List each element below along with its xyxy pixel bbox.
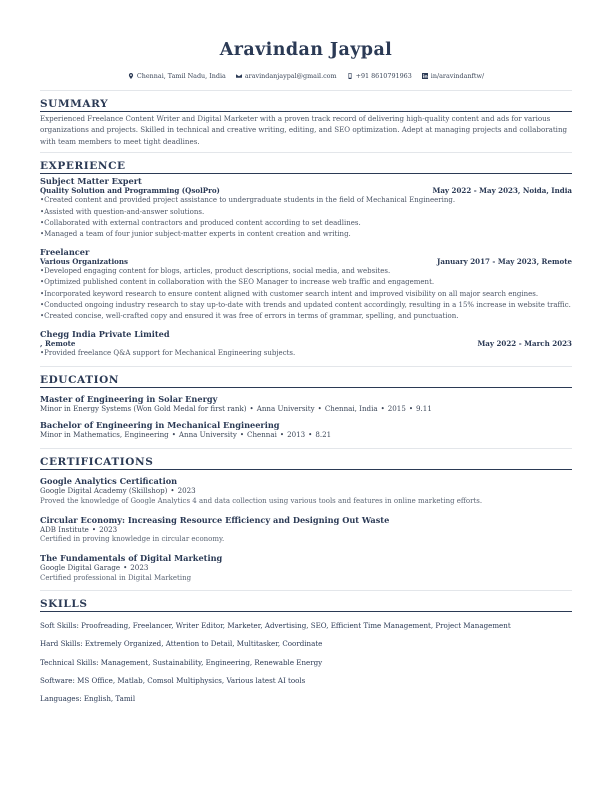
cert-name: Circular Economy: Increasing Resource Efficiency and Designing Out Waste [40, 514, 390, 525]
degree-score: 8.21 [315, 430, 332, 440]
cert-description: Proved the knowledge of Google Analytics 4 and data collection using various tools and features in online marketing efforts. [40, 497, 483, 506]
separator: • [249, 404, 254, 414]
separator: • [123, 562, 128, 572]
cert-year: 2023 [130, 562, 149, 572]
bullet-item: • Conducted ongoing industry research to stay up-to-date with trends and updated content accordingly, resulting in a 15% increase in website traffic. [40, 300, 572, 311]
cert-description: Certified professional in Digital Marketing [40, 573, 192, 582]
job-date: May 2022 - May 2023, Noida, India [432, 185, 572, 195]
skill-line-languages: Languages: English, Tamil [40, 694, 136, 704]
degree-minor: Minor in Mathematics, Engineering [40, 430, 169, 440]
job-company: Quality Solution and Programming (QsolPro) [40, 185, 220, 195]
separator: • [317, 404, 322, 414]
bullet-item: • Optimized published content in collaboration with the SEO Manager to increase web traffic and engagement. [40, 277, 572, 288]
location-text: Chennai, Tamil Nadu, India [136, 72, 226, 80]
job-role: Chegg India Private Limited [40, 328, 170, 339]
cert-issuer-line [40, 486, 572, 496]
certification-entry [40, 515, 572, 545]
job-date: May 2022 - March 2023 [477, 338, 572, 348]
map-pin-icon [128, 73, 134, 79]
section-divider [40, 590, 572, 591]
job-role: Freelancer [40, 246, 90, 257]
job-bullets [40, 266, 572, 322]
bullet-item: • Assisted with question-and-answer solutions. [40, 207, 572, 218]
experience-section [40, 159, 572, 359]
job-company: , Remote [40, 338, 76, 348]
cert-issuer: Google Digital Academy (Skillshop) [40, 486, 168, 496]
cert-year: 2023 [177, 486, 196, 496]
job-meta [40, 186, 572, 196]
degree-school: Anna University [256, 404, 315, 414]
cert-issuer-line [40, 563, 572, 573]
degree-minor: Minor in Energy Systems (Won Gold Medal for first rank) [40, 404, 247, 414]
job-role: Subject Matter Expert [40, 175, 142, 186]
certification-entry [40, 476, 572, 506]
degree-details [40, 404, 572, 414]
contact-location [128, 71, 226, 81]
job-date: January 2017 - May 2023, Remote [437, 256, 572, 266]
certification-entry [40, 553, 572, 583]
job-company: Various Organizations [40, 256, 129, 266]
education-entry [40, 394, 572, 414]
section-heading: SKILLS [40, 597, 572, 612]
separator: • [408, 404, 414, 414]
job-bullets [40, 195, 572, 240]
bullet-item: • Created concise, well-crafted copy and ensured it was free of errors in terms of grammar, spelling, and punctuation. [40, 311, 572, 322]
bullet-item: • Provided freelance Q&A support for Mechanical Engineering subjects. [40, 348, 572, 359]
skills-section [40, 597, 572, 703]
separator: • [170, 486, 175, 496]
phone-icon [347, 73, 353, 79]
job-bullets [40, 348, 572, 359]
skill-line-software: Software: MS Office, Matlab, Comsol Multiphysics, Various latest AI tools [40, 675, 306, 685]
linkedin-icon [422, 73, 428, 79]
experience-list [40, 176, 572, 359]
linkedin-text[interactable]: in/aravindanftw/ [430, 72, 485, 80]
degree-score: 9.11 [416, 404, 432, 414]
bullet-item: • Developed engaging content for blogs, articles, product descriptions, social media, and websites. [40, 266, 572, 277]
separator: • [239, 430, 245, 440]
degree-place: Chennai [247, 430, 277, 440]
cert-issuer: Google Digital Garage [40, 562, 121, 572]
degree-place: Chennai, India [324, 404, 378, 414]
degree-year: 2013 [287, 430, 306, 440]
skill-line-technical: Technical Skills: Management, Sustainability, Engineering, Renewable Energy [40, 657, 323, 667]
contact-linkedin[interactable] [422, 71, 484, 81]
cert-name: Google Analytics Certification [40, 476, 178, 487]
section-divider [40, 448, 572, 449]
section-heading: EXPERIENCE [40, 159, 572, 174]
cert-description: Certified in proving knowledge in circular economy. [40, 535, 225, 544]
cert-issuer-line [40, 525, 572, 535]
experience-entry [40, 247, 572, 323]
summary-text: Experienced Freelance Content Writer and Digital Marketer with a proven track record of delivering high-quality content and ads for various organizations and projects. Skilled in technical and creative writing, editing, and SEO optimization. Adept at managing projects and collaborating with team members to meet tight deadlines. [40, 114, 568, 146]
section-heading: CERTIFICATIONS [40, 455, 572, 470]
certifications-section [40, 455, 572, 583]
separator: • [279, 430, 285, 440]
candidate-name: Aravindan Jaypal [219, 40, 393, 60]
email-icon [236, 73, 242, 79]
degree-title: Bachelor of Engineering in Mechanical Engineering [40, 420, 280, 431]
degree-details [40, 430, 572, 440]
contact-phone[interactable] [347, 71, 412, 81]
bullet-item: • Managed a team of four junior subject-matter experts in content creation and writing. [40, 229, 572, 240]
separator: • [91, 524, 97, 534]
skill-line-hard: Hard Skills: Extremely Organized, Attention to Detail, Multitasker, Coordinate [40, 639, 323, 649]
contact-bar [40, 71, 572, 81]
experience-entry [40, 176, 572, 241]
bullet-item: • Created content and provided project assistance to undergraduate students in the field of Mechanical Engineering. [40, 195, 572, 206]
job-meta [40, 257, 572, 267]
email-text[interactable]: aravindanjaypal@gmail.com [244, 72, 337, 80]
job-meta [40, 339, 572, 349]
separator: • [308, 430, 313, 440]
cert-year: 2023 [99, 524, 118, 534]
cert-issuer: ADB Institute [40, 524, 89, 534]
section-divider [40, 152, 572, 153]
header-divider [40, 90, 572, 91]
bullet-item: • Collaborated with external contractors and produced content according to set deadlines. [40, 218, 572, 229]
bullet-item: • Incorporated keyword research to ensure content aligned with customer search intent and improved visibility on all major search engines. [40, 289, 572, 300]
degree-school: Anna University [178, 430, 237, 440]
section-heading: EDUCATION [40, 373, 572, 388]
education-entry [40, 420, 572, 440]
section-heading: SUMMARY [40, 97, 572, 112]
separator: • [380, 404, 385, 414]
summary-section [40, 97, 572, 147]
degree-title: Master of Engineering in Solar Energy [40, 394, 218, 405]
degree-year: 2015 [387, 404, 406, 414]
education-section [40, 373, 572, 440]
skill-line-soft: Soft Skills: Proofreading, Freelancer, Writer Editor, Marketer, Advertising, SEO, Efficient Time Management, Project Management [40, 620, 511, 630]
section-divider [40, 366, 572, 367]
separator: • [171, 430, 176, 440]
experience-entry [40, 329, 572, 360]
contact-email[interactable] [236, 71, 337, 81]
cert-name: The Fundamentals of Digital Marketing [40, 552, 223, 563]
phone-text[interactable]: +91 8610791963 [355, 72, 412, 80]
